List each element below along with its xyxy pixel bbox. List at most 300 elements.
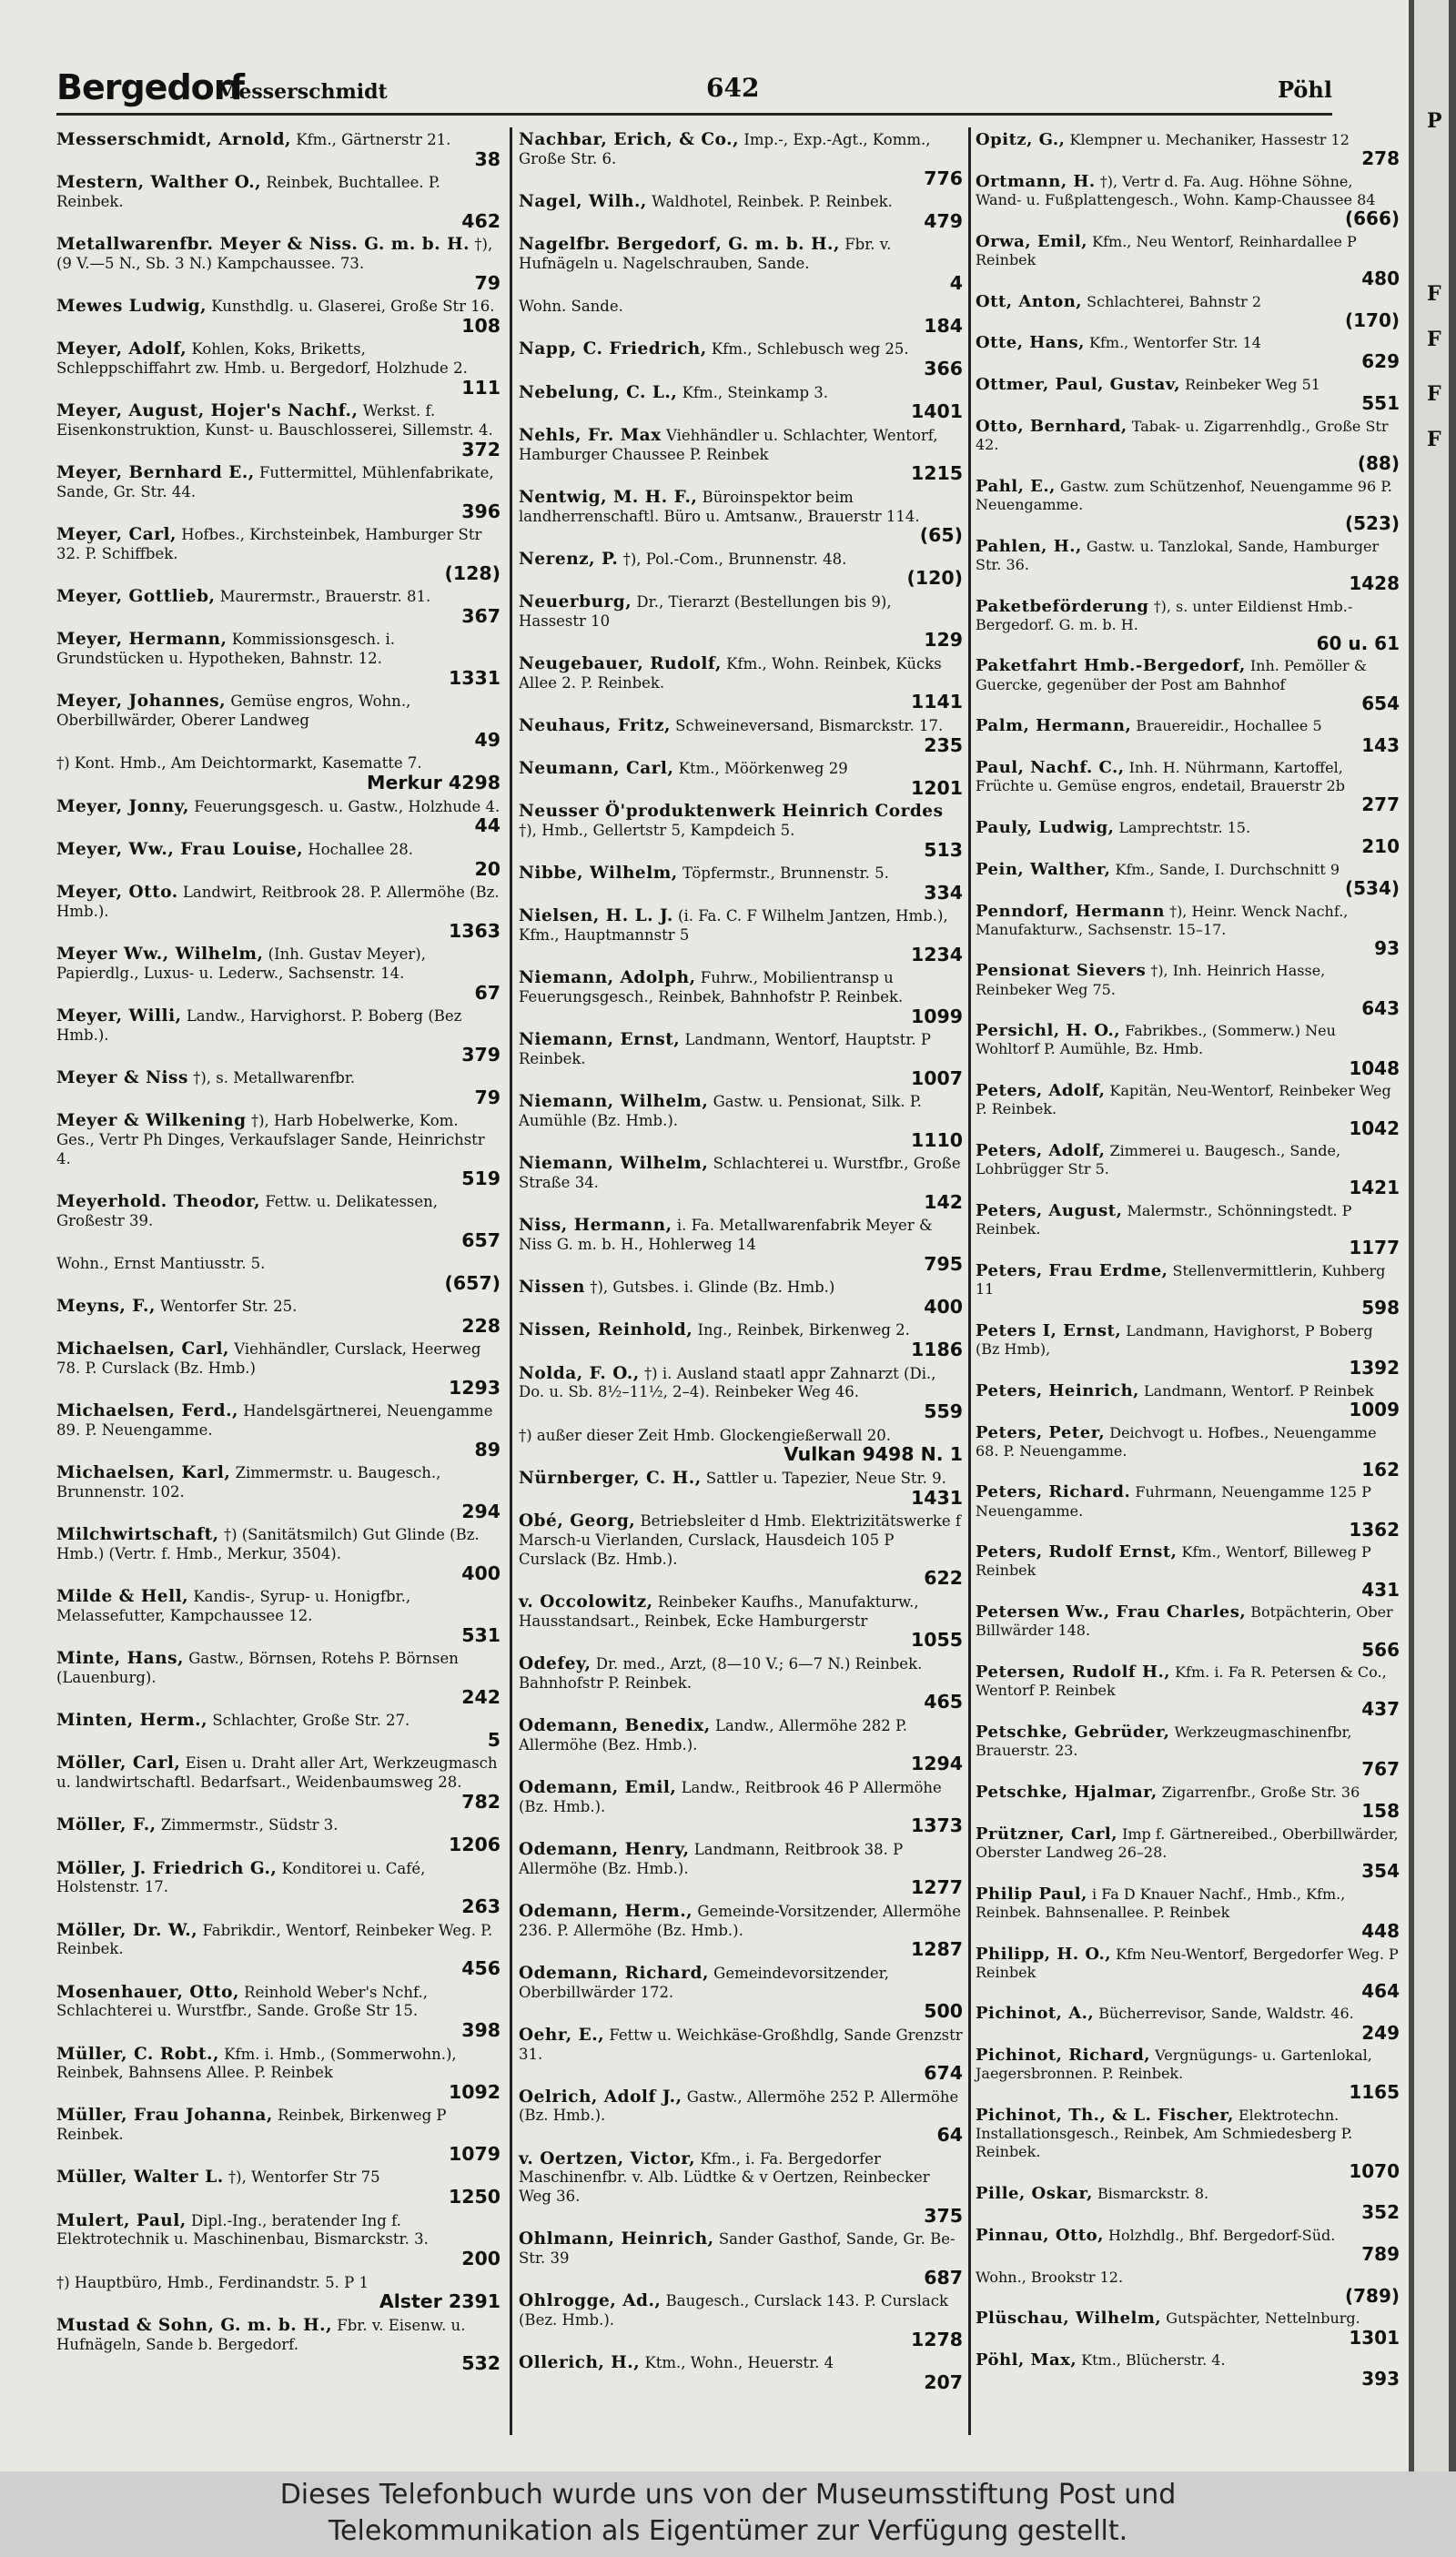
directory-entry [56, 692, 504, 750]
entry-name: Orwa, Emil, [976, 231, 1088, 251]
entry-name: Michaelsen, Ferd., [56, 1401, 238, 1421]
entry-details: Kfm., Wentorf, Billeweg P Reinbek [976, 1543, 1371, 1580]
directory-entry [976, 2005, 1403, 2042]
entry-details: Wentorfer Str. 25. [160, 1298, 298, 1316]
entry-name: Odemann, Henry, [519, 1839, 690, 1859]
phone-number: 210 [1361, 835, 1400, 858]
entry-details: Fettw. u. Delikatessen, Großestr 39. [56, 1192, 439, 1229]
phone-number: 643 [1361, 996, 1400, 1019]
phone-number: 1278 [910, 2329, 963, 2351]
entry-details: Botpächterin, Ober Billwärder 148. [976, 1603, 1393, 1640]
entry-name: Palm, Hermann, [976, 716, 1132, 736]
entry-details: Fbr. v. Hufnägeln u. Nagelschrauben, Sande. [519, 236, 892, 272]
phone-number: 519 [461, 1167, 500, 1189]
phone-number: 559 [924, 1400, 963, 1423]
entry-details: Ktm., Wohn., Heuerstr. 4 [644, 2354, 834, 2372]
phone-number: 1363 [448, 919, 500, 942]
entry-details: Gemeinde-Vorsitzender, Allermöhe 236. P. Allermöhe (Bz. Hmb.). [519, 1902, 962, 1939]
entry-name: Milde & Hell, [56, 1587, 189, 1607]
entry-name: Pöhl, Max, [976, 2350, 1077, 2370]
directory-entry [56, 131, 504, 169]
adjacent-page-letter: F [1427, 282, 1441, 306]
entry-name: Meyns, F., [56, 1297, 156, 1317]
entry-name: Pensionat Sievers [976, 961, 1147, 981]
phone-number: 629 [1361, 350, 1400, 373]
phone-number: 4 [949, 271, 963, 294]
entry-details: Kfm. i. Fa R. Petersen & Co., Wentorf P. Reinbek [976, 1663, 1387, 1700]
entry-name: Ohlrogge, Ad., [519, 2291, 662, 2311]
entry-details: Bücherrevisor, Sande, Waldstr. 46. [1098, 2005, 1354, 2023]
entry-details: Waldhotel, Reinbek. P. Reinbek. [652, 192, 893, 210]
phone-number: 479 [924, 209, 963, 232]
entry-details: Inh. H. Nührmann, Kartoffel, Früchte u. Gemüse engros, endetail, Brauerstr 2b [976, 759, 1345, 795]
entry-details: Schlachterei u. Wurstfbr., Große Straße 34. [519, 1155, 961, 1192]
entry-details: Fuhrw., Mobilientransp u Feuerungsgesch., Reinbek, Bahnhofstr P. Reinbek. [519, 969, 904, 1006]
directory-entry [56, 526, 504, 583]
directory-entry [519, 1965, 966, 2022]
entry-name: Nissen [519, 1278, 585, 1298]
entry-details: Fbr. v. Eisenw. u. Hufnägeln, Sande b. Bergedorf. [56, 2316, 466, 2353]
entry-name: Ollerich, H., [519, 2353, 641, 2373]
entry-details: Maurermstr., Brauerstr. 81. [219, 588, 431, 606]
phone-number: 20 [474, 857, 500, 880]
phone-number: 354 [1361, 1860, 1400, 1882]
phone-number: 1373 [910, 1814, 963, 1837]
phone-number: 1186 [910, 1339, 963, 1361]
entry-name: Otte, Hans, [976, 333, 1085, 353]
entry-name: Peters, Frau Erdme, [976, 1260, 1168, 1280]
entry-name: Nagel, Wilh., [519, 191, 647, 211]
directory-entry [56, 1712, 504, 1750]
phone-number: 1301 [1349, 2326, 1400, 2349]
phone-number: Alster 2391 [379, 2290, 500, 2313]
entry-details: Dipl.-Ing., beratender Ing f. Elektrotechnik u. Maschinenbau, Bismarckstr. 3. [56, 2211, 429, 2249]
entry-name: Pichinot, Richard, [976, 2046, 1151, 2066]
phone-number: 776 [924, 167, 963, 189]
phone-number: 277 [1361, 793, 1400, 816]
entry-details: Kapitän, Neu-Wentorf, Reinbeker Weg P. Reinbek. [976, 1082, 1391, 1118]
phone-number: 372 [461, 438, 500, 460]
entry-name: Meyer, August, Hojer's Nachf., [56, 401, 359, 421]
phone-number: 1234 [910, 943, 963, 965]
header-last-name: Pöhl [1278, 76, 1332, 103]
phone-number: 398 [461, 2019, 500, 2042]
entry-name: Peters I, Ernst, [976, 1320, 1122, 1340]
adjacent-page-paper [1414, 0, 1449, 2471]
entry-name: Persichl, H. O., [976, 1021, 1121, 1041]
entry-details: Gastw., Börnsen, Rotehs P. Börnsen (Lauenburg). [56, 1650, 459, 1686]
phone-number: 263 [461, 1895, 500, 1918]
phone-number: 464 [1361, 1979, 1400, 2002]
directory-entry [976, 233, 1403, 288]
entry-details: Lamprechtstr. 15. [1118, 819, 1251, 836]
directory-entry [519, 803, 966, 860]
phone-number: 767 [1361, 1758, 1400, 1781]
entry-details: Kfm Neu-Wentorf, Bergedorfer Weg. P Reinbek [976, 1945, 1399, 1981]
directory-entry [976, 2309, 1403, 2347]
page-number: 642 [706, 73, 760, 103]
phone-number: 456 [461, 1957, 500, 1980]
phone-number: 89 [474, 1438, 500, 1460]
phone-number: 108 [461, 314, 500, 337]
directory-entry [56, 1069, 504, 1107]
entry-name: Meyer, Otto. [56, 883, 178, 902]
entry-name: Philipp, H. O., [976, 1944, 1112, 1964]
directory-entry [976, 861, 1403, 898]
phone-number: 674 [924, 2062, 963, 2085]
entry-details: i Fa D Knauer Nachf., Hmb., Kfm., Reinbek. Bahnsenallee. P. Reinbek [976, 1885, 1346, 1921]
phone-number: 79 [474, 271, 500, 294]
directory-entry [56, 340, 504, 398]
directory-entry [56, 2168, 504, 2207]
phone-number: 49 [474, 729, 500, 752]
entry-details: †), s. unter Eildienst Hmb.-Bergedorf. G. m. b. H. [976, 597, 1353, 633]
phone-number: 1009 [1349, 1398, 1400, 1420]
directory-entry [976, 2185, 1403, 2222]
entry-name: Michaelsen, Karl, [56, 1463, 231, 1483]
entry-details: Kfm., Steinkamp 3. [682, 383, 829, 401]
directory-entry [56, 174, 504, 231]
entry-details: Hofbes., Kirchsteinbek, Hamburger Str 32. P. Schiffbek. [56, 526, 482, 563]
phone-number: 465 [924, 1691, 963, 1713]
entry-name: Milchwirtschaft, [56, 1525, 219, 1545]
entry-name: Müller, Walter L. [56, 2168, 224, 2188]
directory-entry [56, 841, 504, 879]
entry-name: Napp, C. Friedrich, [519, 339, 707, 359]
entry-details: Kfm., Wentorfer Str. 14 [1089, 334, 1261, 352]
phone-number: 1141 [910, 691, 963, 713]
entry-name: Odemann, Emil, [519, 1777, 677, 1797]
directory-entry [519, 427, 966, 484]
phone-number: 228 [461, 1314, 500, 1337]
entry-name: Nürnberger, C. H., [519, 1468, 702, 1488]
entry-name: Nebelung, C. L., [519, 382, 678, 402]
entry-details: Vergnügungs- u. Gartenlokal, Jaegersbronnen. P. Reinbek. [976, 2047, 1372, 2083]
phone-number: 1392 [1349, 1357, 1400, 1380]
entry-name: Peters, Adolf, [976, 1141, 1106, 1161]
directory-entry [519, 717, 966, 755]
directory-entry [519, 1427, 966, 1465]
entry-details: Reinhold Weber's Nchf., Schlachterei u. Wurstfbr., Sande. Große Str 15. [56, 1983, 429, 2020]
directory-entry [519, 1512, 966, 1589]
directory-entry [56, 631, 504, 688]
entry-name: Neuerburg, [519, 591, 632, 611]
entry-details: Landmann, Reitbrook 38. P Allermöhe (Bz. Hmb.). [519, 1840, 904, 1877]
entry-details: Landw., Harvighorst. P. Boberg (Bez Hmb.). [56, 1006, 462, 1044]
entry-name: Neusser Ö'produktenwerk Heinrich Cordes [519, 802, 944, 822]
phone-number: (657) [444, 1271, 500, 1294]
entry-details: Baugesch., Curslack 143. P. Curslack (Bez. Hmb.). [519, 2292, 949, 2330]
phone-number: 400 [461, 1561, 500, 1584]
entry-details: Gutspächter, Nettelnburg. [1166, 2309, 1360, 2328]
directory-entry [519, 1717, 966, 1774]
entry-name: Petersen, Rudolf H., [976, 1663, 1170, 1683]
directory-entry [519, 593, 966, 651]
phone-number: 162 [1361, 1458, 1400, 1481]
entry-name: Nolda, F. O., [519, 1363, 640, 1383]
entry-details: †) Kont. Hmb., Am Deichtormarkt, Kasematte 7. [56, 754, 422, 773]
directory-entry [56, 798, 504, 836]
entry-name: Niemann, Ernst, [519, 1030, 681, 1050]
entry-details: Brauereidir., Hochallee 5 [1136, 717, 1322, 735]
entry-details: Wohn., Brookstr 12. [976, 2268, 1124, 2286]
phone-number: 1294 [910, 1753, 963, 1775]
phone-number: 278 [1361, 147, 1400, 170]
entry-details: Fettw u. Weichkäse-Großhdlg, Sande Grenzstr 31. [519, 2026, 963, 2063]
entry-details: Wohn., Ernst Mantiusstr. 5. [56, 1254, 266, 1272]
phone-number: 531 [461, 1623, 500, 1646]
entry-name: Michaelsen, Carl, [56, 1339, 229, 1359]
entry-details: Eisen u. Draht aller Art, Werkzeugmasch u. landwirtschaftl. Bedarfsart., Weidenbaumsweg 28. [56, 1754, 498, 1792]
directory-entry [976, 1543, 1403, 1599]
phone-number: 375 [924, 2205, 963, 2228]
directory-entry [976, 131, 1403, 168]
entry-name: Ortmann, H. [976, 171, 1096, 191]
directory-entry [56, 1402, 504, 1460]
entry-name: Oehr, E., [519, 2025, 605, 2045]
phone-number: 1201 [910, 776, 963, 799]
entry-name: Müller, Frau Johanna, [56, 2106, 273, 2126]
entry-name: Neugebauer, Rudolf, [519, 653, 722, 673]
entry-details: Gastw. u. Tanzlokal, Sande, Hamburger Str. 36. [976, 537, 1380, 573]
phone-number: 184 [924, 314, 963, 337]
phone-number: 400 [924, 1296, 963, 1319]
entry-details: †), (9 V.—5 N., Sb. 3 N.) Kampchaussee. 73. [56, 236, 493, 272]
phone-number: 143 [1361, 733, 1400, 756]
phone-number: 1079 [448, 2143, 500, 2166]
directory-entry [976, 1202, 1403, 1258]
directory-entry [519, 1470, 966, 1508]
directory-entry [976, 376, 1403, 413]
phone-number: 352 [1361, 2201, 1400, 2224]
entry-name: Pauly, Ludwig, [976, 818, 1115, 837]
entry-details: Kunsthdlg. u. Glaserei, Große Str 16. [211, 298, 495, 316]
entry-name: Mustad & Sohn, G. m. b. H., [56, 2315, 333, 2335]
entry-name: Neuhaus, Fritz, [519, 715, 671, 735]
directory-entry [519, 489, 966, 546]
phone-number: 782 [461, 1790, 500, 1813]
entry-name: Möller, Dr. W., [56, 1920, 198, 1940]
directory-entry [519, 1278, 966, 1317]
entry-details: Landwirt, Reitbrook 28. P. Allermöhe (Bz. Hmb.). [56, 884, 500, 920]
directory-entry [519, 384, 966, 422]
entry-details: Kohlen, Koks, Briketts, Schleppschiffahrt zw. Hmb. u. Bergedorf, Holzhude 2. [56, 340, 468, 378]
entry-details: Fuhrmann, Neuengamme 125 P Neuengamme. [976, 1483, 1371, 1520]
entry-details: Holzhdlg., Bhf. Bergedorf-Süd. [1108, 2226, 1336, 2244]
directory-column-1 [56, 131, 504, 2379]
entry-details: †) (Sanitätsmilch) Gut Glinde (Bz. Hmb.) (Vertr. f. Hmb., Merkur, 3504). [56, 1526, 480, 1563]
entry-name: Möller, F., [56, 1815, 157, 1835]
phone-number: 294 [461, 1500, 500, 1522]
entry-details: †), Vertr d. Fa. Aug. Höhne Söhne, Wand- u. Fußplattengesch., Wohn. Kamp-Chaussee 84 [976, 172, 1376, 208]
directory-entry [976, 1825, 1403, 1881]
phone-number: 366 [924, 358, 963, 380]
entry-details: Reinbek, Birkenweg P Reinbek. [56, 2107, 447, 2144]
phone-number: 379 [461, 1043, 500, 1066]
phone-number: 60 u. 61 [1316, 632, 1400, 654]
directory-entry [519, 193, 966, 231]
entry-name: Niemann, Adolph, [519, 968, 696, 988]
directory-entry [56, 1007, 504, 1065]
entry-details: Konditorei u. Café, Holstenstr. 17. [56, 1859, 426, 1896]
entry-name: Peters, Rudolf Ernst, [976, 1542, 1178, 1562]
phone-number: 1007 [910, 1066, 963, 1089]
entry-details: Reinbeker Weg 51 [1185, 376, 1320, 394]
entry-name: Müller, C. Robt., [56, 2044, 219, 2064]
phone-number: Vulkan 9498 N. 1 [784, 1443, 963, 1466]
entry-details: Kfm., i. Fa. Bergedorfer Maschinenfbr. v. Alb. Lüdtke & v Oertzen, Reinbecker Weg 36. [519, 2149, 930, 2206]
entry-name: Möller, Carl, [56, 1754, 181, 1774]
entry-details: Ktm., Möörkenweg 29 [678, 760, 848, 778]
directory-entry [519, 1031, 966, 1088]
entry-name: Paketfahrt Hmb.-Bergedorf, [976, 656, 1246, 676]
entry-name: Mestern, Walther O., [56, 173, 262, 193]
entry-name: Petschke, Gebrüder, [976, 1723, 1170, 1743]
entry-details: †) i. Ausland staatl appr Zahnarzt (Di., Do. u. Sb. 8½–11½, 2–4). Reinbeker Weg 46. [519, 1364, 936, 1401]
entry-name: Peters, Adolf, [976, 1081, 1106, 1101]
entry-details: Gastw. u. Pensionat, Silk. P. Aumühle (Bz. Hmb.). [519, 1093, 922, 1130]
directory-entry [976, 759, 1403, 814]
phone-number: 1277 [910, 1876, 963, 1899]
directory-entry [56, 298, 504, 336]
entry-name: Penndorf, Hermann [976, 901, 1165, 921]
entry-details: Kfm. i. Hmb., (Sommerwohn.), Reinbek, Bahnsens Allee. P. Reinbek [56, 2045, 457, 2082]
entry-name: Mosenhauer, Otto, [56, 1982, 239, 2002]
directory-entry [56, 2046, 504, 2103]
directory-entry [56, 1650, 504, 1707]
entry-details: Stellenvermittlerin, Kuhberg 11 [976, 1261, 1386, 1299]
entry-details: Werkst. f. Eisenkonstruktion, Kunst- u. Bauschlosserei, Sillemstr. 4. [56, 402, 493, 440]
directory-entry [519, 1779, 966, 1836]
directory-entry [56, 1860, 504, 1917]
entry-name: Obé, Georg, [519, 1511, 636, 1531]
phone-number: 393 [1361, 2368, 1400, 2390]
directory-entry [976, 2227, 1403, 2264]
entry-details: †), Hmb., Gellertstr 5, Kampdeich 5. [519, 822, 795, 840]
entry-details: Imp.-, Exp.-Agt., Komm., Große Str. 6. [519, 131, 931, 167]
entry-name: Minte, Hans, [56, 1649, 184, 1669]
directory-entry [976, 2269, 1403, 2306]
directory-column-2 [519, 131, 966, 2398]
directory-entry [519, 551, 966, 589]
phone-number: 500 [924, 2000, 963, 2023]
entry-details: Gastw., Allermöhe 252 P. Allermöhe (Bz. Hmb.). [519, 2087, 959, 2125]
directory-entry [519, 1903, 966, 1960]
phone-number: 795 [924, 1252, 963, 1275]
entry-name: Nerenz, P. [519, 549, 619, 569]
phone-number: 1092 [448, 2081, 500, 2104]
entry-details: Schlachterei, Bahnstr 2 [1087, 292, 1262, 310]
entry-details: Malermstr., Schönningstedt. P Reinbek. [976, 1202, 1352, 1238]
directory-entry [976, 1142, 1403, 1198]
footer-line-1: Dieses Telefonbuch wurde uns von der Museumsstiftung Post und [279, 2479, 1177, 2511]
entry-details: Deichvogt u. Hofbes., Neuengamme 68. P. Neuengamme. [976, 1423, 1377, 1460]
phone-number: 1215 [910, 462, 963, 485]
entry-name: Nagelfbr. Bergedorf, G. m. b. H., [519, 235, 840, 255]
directory-entry [976, 2351, 1403, 2389]
entry-details: Kandis-, Syrup- u. Honigfbr., Melassefutter, Kampchaussee 12. [56, 1588, 411, 1625]
entry-details: Futtermittel, Mühlenfabrikate, Sande, Gr. Str. 44. [56, 464, 494, 501]
entry-name: Meyer Ww., Wilhelm, [56, 944, 264, 964]
entry-name: Metallwarenfbr. Meyer & Niss. G. m. b. H. [56, 235, 470, 255]
entry-name: Odemann, Richard, [519, 1963, 709, 1983]
phone-number: 1099 [910, 1005, 963, 1027]
directory-entry [976, 2047, 1403, 2102]
entry-details: (Inh. Gustav Meyer), Papierdlg., Luxus- u. Lederw., Sachsenstr. 14. [56, 945, 426, 982]
directory-entry [519, 864, 966, 903]
entry-details: Töpfermstr., Brunnenstr. 5. [682, 864, 889, 883]
phone-number: 687 [924, 2267, 963, 2289]
entry-details: Kfm., Gärtnerstr 21. [296, 131, 451, 148]
entry-name: Odemann, Herm., [519, 1901, 693, 1921]
entry-name: Niss, Hermann, [519, 1216, 672, 1236]
phone-number: 1421 [1349, 1177, 1400, 1199]
directory-entry [519, 298, 966, 336]
directory-entry [976, 1424, 1403, 1480]
directory-entry [976, 717, 1403, 754]
directory-entry [976, 1022, 1403, 1077]
entry-details: †), Wentorfer Str 75 [228, 2168, 380, 2187]
entry-name: Meyer, Adolf, [56, 339, 187, 359]
entry-name: Pichinot, Th., & L. Fischer, [976, 2106, 1234, 2126]
phone-number: 1206 [448, 1834, 500, 1856]
phone-number: 334 [924, 882, 963, 904]
entry-name: Mewes Ludwig, [56, 297, 207, 317]
phone-number: 79 [474, 1086, 500, 1108]
directory-entry [56, 754, 504, 793]
entry-details: Feuerungsgesch. u. Gastw., Holzhude 4. [194, 797, 500, 815]
directory-entry [56, 2317, 504, 2374]
directory-entry [976, 819, 1403, 856]
phone-number: 235 [924, 733, 963, 756]
phone-number: 367 [461, 605, 500, 628]
column-divider [968, 127, 971, 2435]
entry-name: Pahl, E., [976, 476, 1056, 496]
directory-entry [976, 657, 1403, 713]
phone-number: Merkur 4298 [367, 772, 500, 794]
phone-number: 448 [1361, 1919, 1400, 1942]
directory-entry [976, 334, 1403, 371]
entry-details: Hochallee 28. [308, 840, 413, 858]
header-first-name: Messerschmidt [217, 80, 388, 104]
phone-number: 532 [461, 2352, 500, 2375]
directory-entry [976, 598, 1403, 653]
phone-number: 551 [1361, 392, 1400, 415]
entry-details: Büroinspektor beim landherrenschaftl. Büro u. Amtsanw., Brauerstr 114. [519, 488, 920, 525]
entry-name: Odefey, [519, 1653, 592, 1673]
entry-details: Zimmermstr. u. Baugesch., Brunnenstr. 102. [56, 1464, 441, 1501]
entry-details: Landw., Allermöhe 282 P. Allermöhe (Bez. Hmb.). [519, 1716, 907, 1754]
directory-entry [56, 1193, 504, 1250]
entry-details: Ing., Reinbek, Birkenweg 2. [697, 1321, 910, 1339]
entry-name: Peters, August, [976, 1201, 1123, 1221]
directory-entry [519, 907, 966, 965]
phone-number: 1331 [448, 667, 500, 690]
entry-details: Handelsgärtnerei, Neuengamme 89. P. Neuengamme. [56, 1402, 493, 1440]
directory-entry [56, 1340, 504, 1398]
entry-details: Kfm., Neu Wentorf, Reinhardallee P Reinbek [976, 232, 1357, 268]
directory-entry [976, 538, 1403, 593]
entry-name: Minten, Herm., [56, 1711, 208, 1731]
phone-number: 1362 [1349, 1518, 1400, 1541]
adjacent-page-letter: F [1427, 428, 1441, 451]
entry-name: v. Oertzen, Victor, [519, 2148, 696, 2168]
directory-entry [976, 1322, 1403, 1378]
entry-name: Pille, Oskar, [976, 2184, 1093, 2204]
entry-details: Viehhändler u. Schlachter, Wentorf, Hamburger Chaussee P. Reinbek [519, 426, 938, 463]
column-divider [510, 127, 512, 2435]
entry-name: Oelrich, Adolf J., [519, 2087, 682, 2107]
